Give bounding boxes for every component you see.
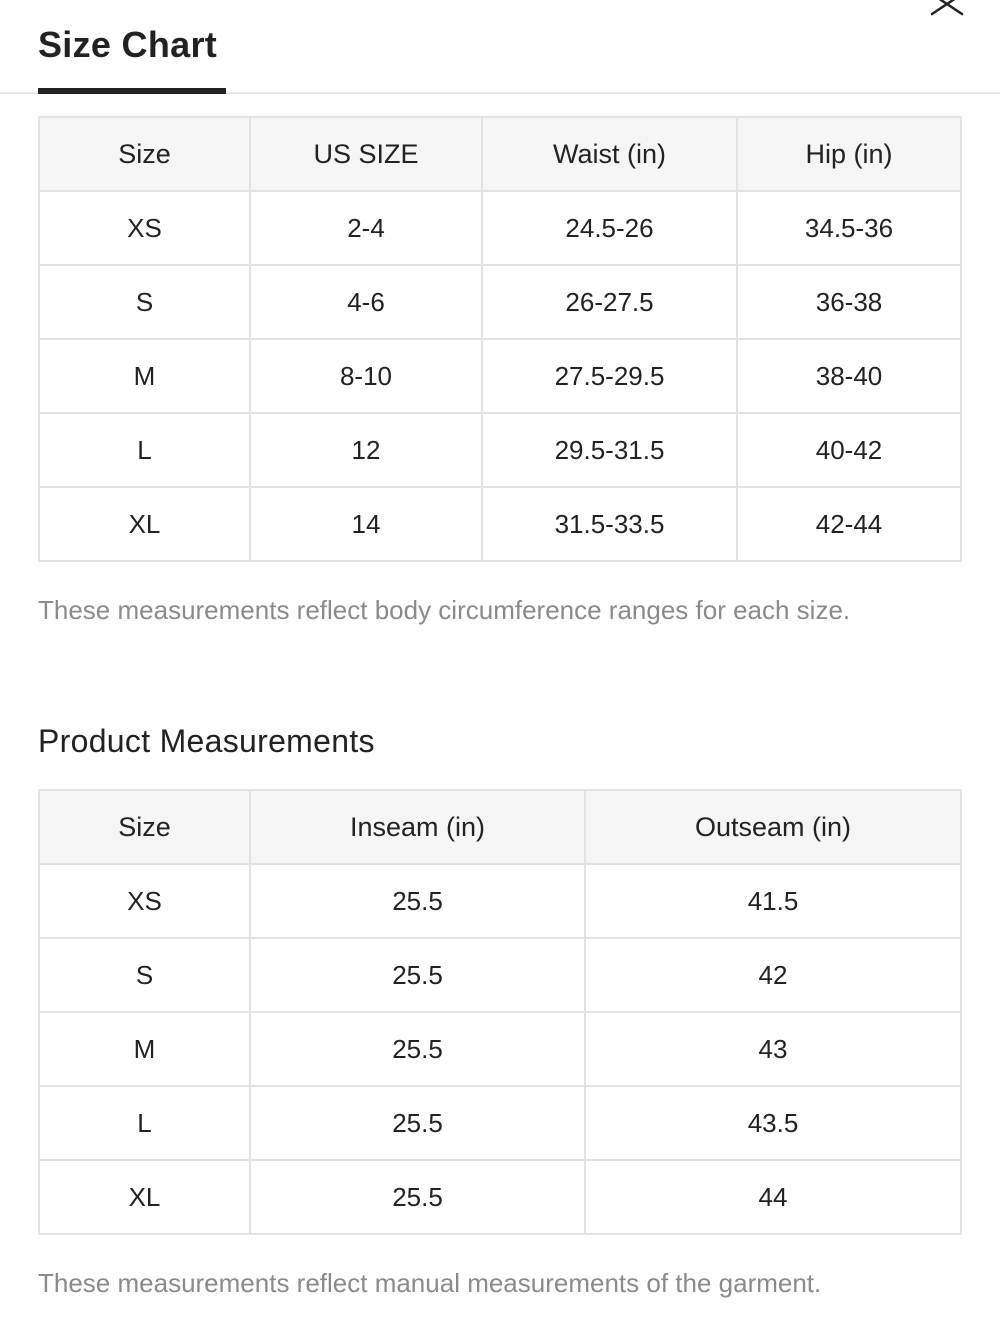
tab-size-chart-label: Size Chart — [38, 24, 218, 65]
column-header: Outseam (in) — [585, 790, 961, 864]
table-cell: 29.5-31.5 — [482, 413, 737, 487]
column-header: Waist (in) — [482, 117, 737, 191]
table-cell: 43.5 — [585, 1086, 961, 1160]
table-row — [39, 413, 961, 487]
table-cell: XS — [39, 191, 250, 265]
table-cell: 25.5 — [250, 938, 585, 1012]
table-cell: M — [39, 1012, 250, 1086]
table-cell: 31.5-33.5 — [482, 487, 737, 561]
product-measurements-table — [38, 789, 962, 1235]
table-cell: 25.5 — [250, 1086, 585, 1160]
table-cell: 43 — [585, 1012, 961, 1086]
tab-size-chart[interactable] — [38, 24, 217, 92]
table-cell: 25.5 — [250, 1012, 585, 1086]
table-cell: 12 — [250, 413, 482, 487]
table-cell: M — [39, 339, 250, 413]
table-cell: 24.5-26 — [482, 191, 737, 265]
table-cell: L — [39, 1086, 250, 1160]
table-cell: 42 — [585, 938, 961, 1012]
table-cell: 2-4 — [250, 191, 482, 265]
table-cell: XL — [39, 487, 250, 561]
table-cell: 44 — [585, 1160, 961, 1234]
table-cell: 14 — [250, 487, 482, 561]
table-cell: 41.5 — [585, 864, 961, 938]
table-cell: 26-27.5 — [482, 265, 737, 339]
table-cell: 36-38 — [737, 265, 961, 339]
table-cell: 40-42 — [737, 413, 961, 487]
size-chart-note: These measurements reflect body circumference ranges for each size. — [38, 595, 851, 625]
table-cell: 25.5 — [250, 864, 585, 938]
table-cell: L — [39, 413, 250, 487]
table-row — [39, 864, 961, 938]
table-cell: S — [39, 265, 250, 339]
tab-strip — [0, 0, 1000, 94]
table-cell: 25.5 — [250, 1160, 585, 1234]
table-cell: S — [39, 938, 250, 1012]
table-cell: 4-6 — [250, 265, 482, 339]
table-cell: XL — [39, 1160, 250, 1234]
column-header: US SIZE — [250, 117, 482, 191]
table-row — [39, 1160, 961, 1234]
table-cell: 42-44 — [737, 487, 961, 561]
table-cell: 27.5-29.5 — [482, 339, 737, 413]
table-row — [39, 1086, 961, 1160]
column-header: Size — [39, 117, 250, 191]
table-row — [39, 265, 961, 339]
product-measurements-note: These measurements reflect manual measurements of the garment. — [38, 1268, 822, 1298]
table-row — [39, 191, 961, 265]
column-header: Hip (in) — [737, 117, 961, 191]
size-chart-header-row — [39, 117, 961, 191]
table-cell: 8-10 — [250, 339, 482, 413]
column-header: Size — [39, 790, 250, 864]
product-measurements-title: Product Measurements — [38, 723, 375, 759]
table-row — [39, 339, 961, 413]
product-measurements-header-row — [39, 790, 961, 864]
table-row — [39, 938, 961, 1012]
column-header: Inseam (in) — [250, 790, 585, 864]
active-tab-indicator — [38, 88, 226, 94]
table-cell: 38-40 — [737, 339, 961, 413]
table-row — [39, 1012, 961, 1086]
table-cell: 34.5-36 — [737, 191, 961, 265]
table-row — [39, 487, 961, 561]
size-chart-table — [38, 116, 962, 562]
table-cell: XS — [39, 864, 250, 938]
